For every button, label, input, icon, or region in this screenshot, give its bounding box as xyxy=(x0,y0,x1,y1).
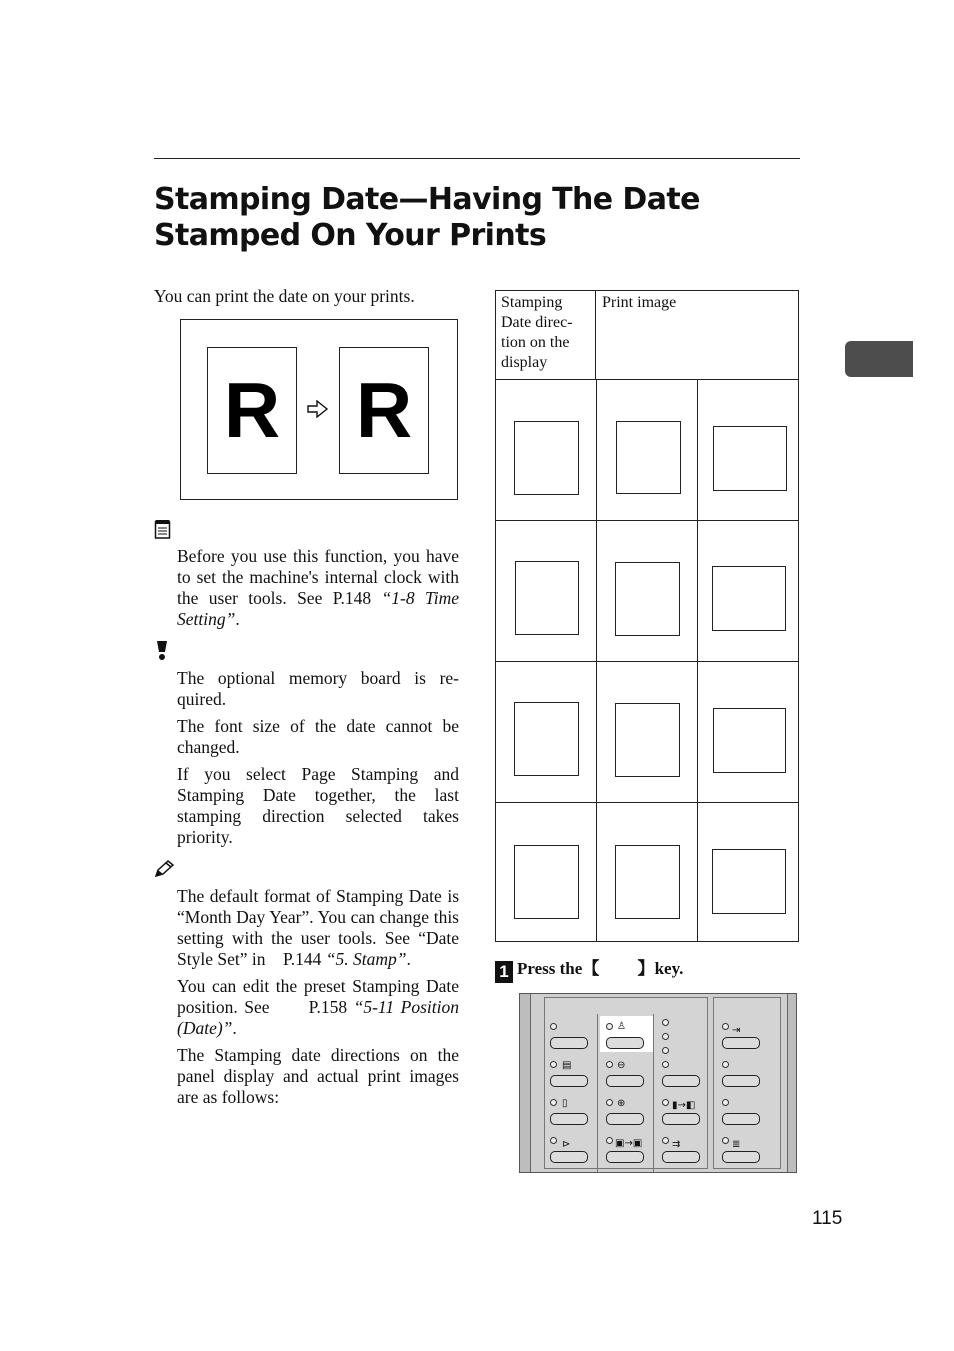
indicator-led xyxy=(550,1023,557,1030)
note-item-2-period: . xyxy=(232,1018,237,1038)
note-item: The Stamping date directions on the panel display and actual print images are as follows: xyxy=(177,1045,459,1107)
print-page-portrait xyxy=(615,562,680,636)
interrupt-icon: ⇥ xyxy=(732,1025,741,1036)
panel-divider xyxy=(653,1014,654,1172)
note-item-1-reference: “5. Stamp” xyxy=(325,949,407,969)
margin-adjust-icon: ⊳ xyxy=(562,1139,571,1150)
center-icon: ⊕ xyxy=(617,1098,626,1109)
display-page xyxy=(515,561,579,635)
step-key-brackets: 【 】 xyxy=(582,959,655,978)
table-cell-print-landscape xyxy=(698,521,798,662)
panel-key[interactable] xyxy=(550,1151,588,1163)
table-header-direction: Stamping Date direc-tion on the display xyxy=(496,291,596,380)
sort-icon: ⇉ xyxy=(672,1139,681,1150)
panel-divider xyxy=(597,1014,598,1172)
display-page xyxy=(514,702,579,776)
erase-icon: ▮→◧ xyxy=(672,1100,696,1111)
note-item-2-reference: “5-11 Position (Date)” xyxy=(177,997,459,1038)
page-number: 115 xyxy=(812,1208,843,1229)
table-cell-print-portrait xyxy=(597,380,698,521)
chapter-tab xyxy=(845,341,913,377)
table-cell-print-portrait xyxy=(597,803,698,941)
indicator-led xyxy=(722,1023,729,1030)
note-item-1-text: The default format of Stamping Date is “Month Day Year”. You can change this setting with the user tools. See “Date Style Set” in P.144 xyxy=(177,886,459,969)
stamping-date-key[interactable] xyxy=(606,1037,644,1049)
panel-key[interactable] xyxy=(606,1113,644,1125)
page-number-icon: ▯ xyxy=(562,1098,568,1109)
note-item xyxy=(177,886,459,970)
page-title xyxy=(154,182,774,254)
print-page-landscape xyxy=(712,566,786,631)
print-page-portrait xyxy=(615,845,680,919)
panel-key[interactable] xyxy=(662,1151,700,1163)
image-shift-icon: ▣→▣ xyxy=(615,1138,643,1149)
indicator-led xyxy=(662,1019,669,1026)
indicator-led xyxy=(662,1137,669,1144)
step-number: 1 xyxy=(495,961,513,983)
table-cell-print-landscape xyxy=(698,662,798,803)
panel-key[interactable] xyxy=(662,1113,700,1125)
indicator-led xyxy=(606,1137,613,1144)
arrow-right-icon xyxy=(307,400,329,418)
print-page-landscape xyxy=(713,708,786,773)
indicator-led xyxy=(722,1061,729,1068)
panel-key[interactable] xyxy=(722,1113,760,1125)
original-page xyxy=(207,347,297,474)
table-cell-display xyxy=(496,521,597,662)
panel-key[interactable] xyxy=(722,1075,760,1087)
page-title-line-1: Stamping Date—Having The Date xyxy=(154,182,700,217)
note-item-2-text: You can edit the preset Stamping Date position. See P.158 xyxy=(177,976,459,1017)
table-cell-display xyxy=(496,803,597,941)
limitation-item: If you select Page Stamping and Stamping Date together, the last stamping direction selected takes priority. xyxy=(177,764,459,847)
note-list xyxy=(177,886,459,1114)
indicator-led xyxy=(550,1061,557,1068)
indicator-led xyxy=(606,1099,613,1106)
preparation-period: . xyxy=(235,609,240,629)
memo-icon xyxy=(154,519,172,539)
preparation-body: Before you use this function, you have to set the machine's internal clock with the user tools. See P.148 xyxy=(177,546,459,608)
print-page-landscape xyxy=(712,849,786,914)
table-cell-print-portrait xyxy=(597,521,698,662)
stamp-icon: ♙ xyxy=(617,1021,626,1032)
indicator-led xyxy=(662,1099,669,1106)
indicator-led xyxy=(722,1137,729,1144)
step-suffix: key. xyxy=(654,959,684,978)
intro-text: You can print the date on your prints. xyxy=(154,286,415,306)
print-page-landscape xyxy=(713,426,787,491)
panel-key[interactable] xyxy=(550,1037,588,1049)
important-icon xyxy=(154,640,170,662)
combine-icon: ⊖ xyxy=(617,1060,626,1071)
panel-key[interactable] xyxy=(550,1075,588,1087)
operation-panel-illustration xyxy=(519,993,797,1173)
original-letter: R xyxy=(223,366,281,454)
print-page-portrait xyxy=(615,703,680,777)
page-title-line-2: Stamped On Your Prints xyxy=(154,218,547,253)
note-item-1-period: . xyxy=(406,949,411,969)
indicator-led xyxy=(722,1099,729,1106)
table-cell-display xyxy=(496,662,597,803)
before-after-figure xyxy=(180,319,458,500)
indicator-led xyxy=(606,1023,613,1030)
table-cell-print-portrait xyxy=(597,662,698,803)
step-prefix: Press the xyxy=(517,959,583,978)
indicator-led xyxy=(606,1061,613,1068)
panel-key[interactable] xyxy=(662,1075,700,1087)
step-instruction xyxy=(495,954,683,983)
print-letter: R xyxy=(355,366,413,454)
panel-key[interactable] xyxy=(606,1075,644,1087)
indicator-led xyxy=(662,1047,669,1054)
table-header-print-image: Print image xyxy=(596,291,798,380)
panel-key[interactable] xyxy=(722,1151,760,1163)
indicator-led xyxy=(550,1137,557,1144)
indicator-led xyxy=(550,1099,557,1106)
panel-key[interactable] xyxy=(606,1151,644,1163)
display-page xyxy=(514,421,579,495)
table-cell-print-landscape xyxy=(698,803,798,941)
pencil-icon xyxy=(154,860,174,878)
print-page-portrait xyxy=(616,421,681,494)
direction-table xyxy=(495,290,799,942)
panel-key[interactable] xyxy=(550,1113,588,1125)
table-cell-print-landscape xyxy=(698,380,798,521)
panel-key[interactable] xyxy=(722,1037,760,1049)
indicator-led xyxy=(662,1061,669,1068)
preparation-reference: “1-8 Time Setting” xyxy=(177,588,459,629)
list-icon: ≣ xyxy=(732,1139,741,1150)
limitation-item: The font size of the date cannot be changed. xyxy=(177,716,459,757)
limitation-item: The optional memory board is re-quired. xyxy=(177,668,459,709)
panel-left-edge xyxy=(520,994,531,1172)
display-page xyxy=(514,845,579,919)
table-cell-display xyxy=(496,380,597,521)
duplex-page-icon: ▤ xyxy=(562,1060,572,1071)
note-item xyxy=(177,976,459,1039)
limitation-list xyxy=(177,668,459,854)
panel-right-edge xyxy=(787,994,796,1172)
preparation-text xyxy=(177,546,459,636)
top-rule xyxy=(154,158,800,159)
print-page xyxy=(339,347,429,474)
indicator-led xyxy=(662,1033,669,1040)
